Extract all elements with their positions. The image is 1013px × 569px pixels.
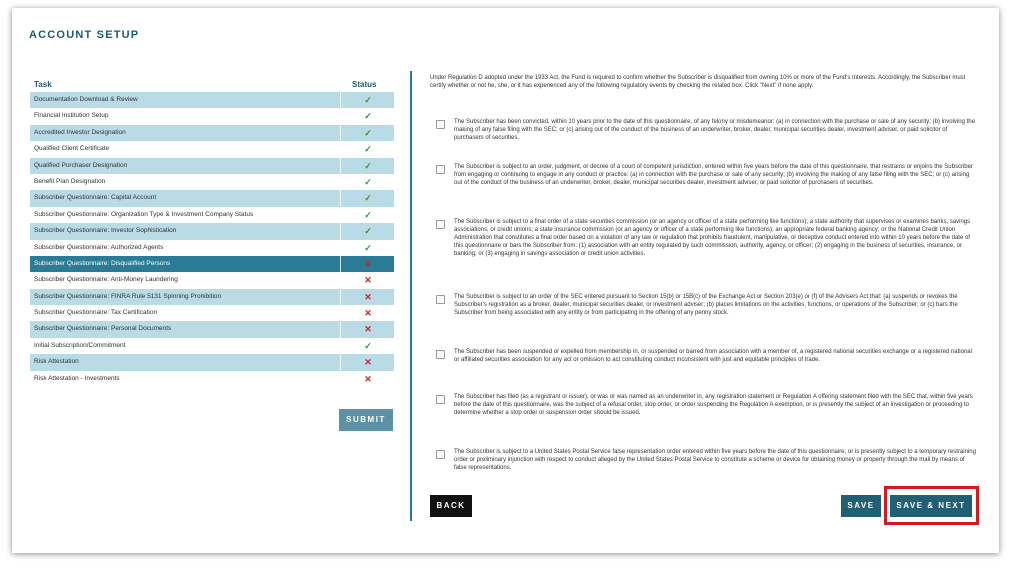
task-row[interactable] (30, 158, 394, 174)
question-text: The Subscriber is subject to an order of the SEC entered pursuant to Section 15(b) or 15B(c) of the Exchange Act or Section 203(e) or (f) of the Advisers Act that: (a) suspends or revokes the Subscriber's registration as a broker, dealer, municipal securities dealer, or investment adviser; (b) places limitations on the activities, functions, or operations of the Subscriber; or (c) bars the Subscriber from being associated with any entity or from participating in the offering of any penny stock. (454, 294, 958, 316)
page-title: ACCOUNT SETUP (29, 29, 140, 41)
row-separator (340, 223, 341, 239)
question-text: The Subscriber has been suspended or expelled from membership in, or suspended or barred from association with a member of, a registered national securities exchange or a registered national or affiliated securities association for any act or omission to act constituting conduct inconsistent with just and equitable principles of trade. (454, 349, 972, 363)
task-row[interactable] (30, 108, 394, 124)
task-row[interactable] (30, 174, 394, 190)
questionnaire-intro: Under Regulation D adopted under the 1933 Act, the Fund is required to confirm whether the Subscriber is disqualified from owning 10% or more of the Fund's Interests. Accordingly, the Subscriber must certify whether or not he, she, or it has experienced any of the following regulatory events by checking the related box. Click "Next" if none apply. (430, 75, 966, 89)
task-row[interactable] (30, 321, 394, 337)
row-separator (340, 305, 341, 321)
question-checkbox[interactable] (436, 295, 445, 304)
task-row[interactable] (30, 354, 394, 370)
row-separator (340, 207, 341, 223)
task-label: Subscriber Questionnaire: Organization Type & Investment Company Status (34, 210, 254, 218)
task-row[interactable] (30, 305, 394, 321)
task-label: Subscriber Questionnaire: Investor Sophistication (34, 227, 177, 235)
task-table-header (30, 78, 394, 92)
row-separator (340, 256, 341, 272)
row-separator (340, 174, 341, 190)
task-label: Subscriber Questionnaire: Capital Account (34, 194, 157, 202)
task-column-header: Task (34, 80, 52, 89)
question-checkbox[interactable] (436, 220, 445, 229)
save-next-button[interactable]: SAVE & NEXT (890, 495, 972, 517)
task-row[interactable] (30, 141, 394, 157)
cross-icon: ✕ (364, 258, 372, 269)
row-separator (340, 108, 341, 124)
cross-icon: ✕ (364, 357, 372, 368)
row-separator (340, 289, 341, 305)
status-column-header: Status (352, 80, 377, 89)
task-row[interactable] (30, 125, 394, 141)
task-label: Subscriber Questionnaire: Personal Documents (34, 325, 172, 333)
question-text: The Subscriber is subject to a final order of a state securities commission (or an agency or officer of a state performing like functions); a state authority that supervises or examines banks, savings associations, or credit unions; a state insurance commission (or an agency or officer of a state performing like functions); an appropriate federal banking agency; or the National Credit Union Administration that constitutes a final order based on a violation of any law or regulation that prohibits fraudulent, manipulative, or deceptive conduct entered into within 10 years before the date of this questionnaire or bars the Subscriber from: (1) association with an entity regulated by such commission, authority, agency, or officer; (2) engaging in the business of securities, insurance, or banking; or (3) engaging in savings association or credit union activities. (454, 219, 971, 257)
task-label: Qualified Purchaser Designation (34, 161, 128, 169)
cross-icon: ✕ (364, 275, 372, 286)
highlight-box (884, 486, 979, 525)
task-row[interactable] (30, 272, 394, 288)
check-icon: ✓ (364, 111, 372, 122)
submit-button[interactable]: SUBMIT (339, 409, 393, 431)
task-label: Subscriber Questionnaire: Tax Certification (34, 309, 158, 317)
task-row[interactable] (30, 289, 394, 305)
row-separator (340, 354, 341, 370)
row-separator (340, 321, 341, 337)
check-icon: ✓ (364, 242, 372, 253)
question-checkbox[interactable] (436, 165, 445, 174)
question-text: The Subscriber is subject to a United States Postal Service false representation order entered within five years before the date of this questionnaire, or is presently subject to a temporary restraining order or preliminary injunction with respect to conduct alleged by the United States Postal Service to constitute a scheme or device for obtaining money or property through the mail by means of false representations. (454, 449, 976, 471)
task-label: Subscriber Questionnaire: Authorized Agents (34, 243, 164, 251)
task-label: Risk Attestation (34, 358, 79, 366)
column-divider (410, 71, 412, 521)
row-separator (340, 141, 341, 157)
row-separator (340, 158, 341, 174)
row-separator (340, 125, 341, 141)
task-row[interactable] (30, 256, 394, 272)
account-setup-card (12, 8, 999, 553)
check-icon: ✓ (364, 127, 372, 138)
task-label: Benefit Plan Designation (34, 177, 106, 185)
task-label: Risk Attestation - Investments (34, 374, 120, 382)
cross-icon: ✕ (364, 308, 372, 319)
task-row[interactable] (30, 371, 394, 387)
check-icon: ✓ (364, 193, 372, 204)
check-icon: ✓ (364, 176, 372, 187)
cross-icon: ✕ (364, 291, 372, 302)
task-label: Subscriber Questionnaire: FINRA Rule 5131 Spinning Prohibition (34, 292, 222, 300)
question-checkbox[interactable] (436, 395, 445, 404)
question-checkbox[interactable] (436, 450, 445, 459)
task-row[interactable] (30, 207, 394, 223)
row-separator (340, 92, 341, 108)
question-text: The Subscriber has filed (as a registrant or issuer), or was or was named as an underwriter in, any registration statement or Regulation A offering statement filed with the SEC that, within five years before the date of this questionnaire, was the subject of a refusal order, stop order, or order suspending the Regulation A exemption, or is presently the subject of an investigation or proceeding to determine whether a stop order or suspension order should be issued. (454, 394, 973, 416)
check-icon: ✓ (364, 160, 372, 171)
task-label: Subscriber Questionnaire: Disqualified Persons (34, 259, 171, 267)
question-checkbox[interactable] (436, 350, 445, 359)
back-button[interactable]: BACK (430, 495, 472, 517)
row-separator (340, 338, 341, 354)
row-separator (340, 190, 341, 206)
cross-icon: ✕ (364, 324, 372, 335)
task-label: Accredited Investor Designation (34, 128, 126, 136)
question-text: The Subscriber has been convicted, within 10 years prior to the date of this questionnaire, of any felony or misdemeanor: (a) in connection with the purchase or sale of any security; (b) involving the making of any false filing with the SEC; or (c) arising out of the conduct of the business of an underwriter, broker, dealer, municipal securities dealer, investment adviser, or paid solicitor of purchasers of securities. (454, 119, 975, 141)
check-icon: ✓ (364, 340, 372, 351)
save-button[interactable]: SAVE (841, 495, 881, 517)
row-separator (340, 272, 341, 288)
task-label: Subscriber Questionnaire: Anti-Money Laundering (34, 276, 178, 284)
task-label: Documentation Download & Review (34, 96, 138, 103)
task-row[interactable] (30, 92, 394, 108)
task-label: Qualified Client Certificate (34, 145, 110, 153)
check-icon: ✓ (364, 209, 372, 220)
check-icon: ✓ (364, 144, 372, 155)
question-checkbox[interactable] (436, 120, 445, 129)
task-label: Initial Subscription/Commitment (34, 341, 126, 349)
task-row[interactable] (30, 240, 394, 256)
task-table (30, 78, 394, 387)
task-label: Financial Institution Setup (34, 112, 109, 120)
row-separator (340, 240, 341, 256)
task-row[interactable] (30, 190, 394, 206)
task-row[interactable] (30, 223, 394, 239)
row-separator (340, 371, 341, 387)
question-text: The Subscriber is subject to an order, judgment, or decree of a court of competent jurisdiction, entered within five years before the date of this questionnaire, that restrains or enjoins the Subscriber from engaging or continuing to engage in any conduct or practice: (a) in connection with the purchase or sale of any security; (b) involving the making of any false filing with the SEC; or (c) arising out of the conduct of the business of an underwriter, broker, dealer, municipal securities dealer, investment adviser, or paid solicitor of purchasers of securities. (454, 164, 973, 186)
check-icon: ✓ (364, 226, 372, 237)
task-row[interactable] (30, 338, 394, 354)
check-icon: ✓ (364, 95, 372, 105)
cross-icon: ✕ (364, 373, 372, 384)
